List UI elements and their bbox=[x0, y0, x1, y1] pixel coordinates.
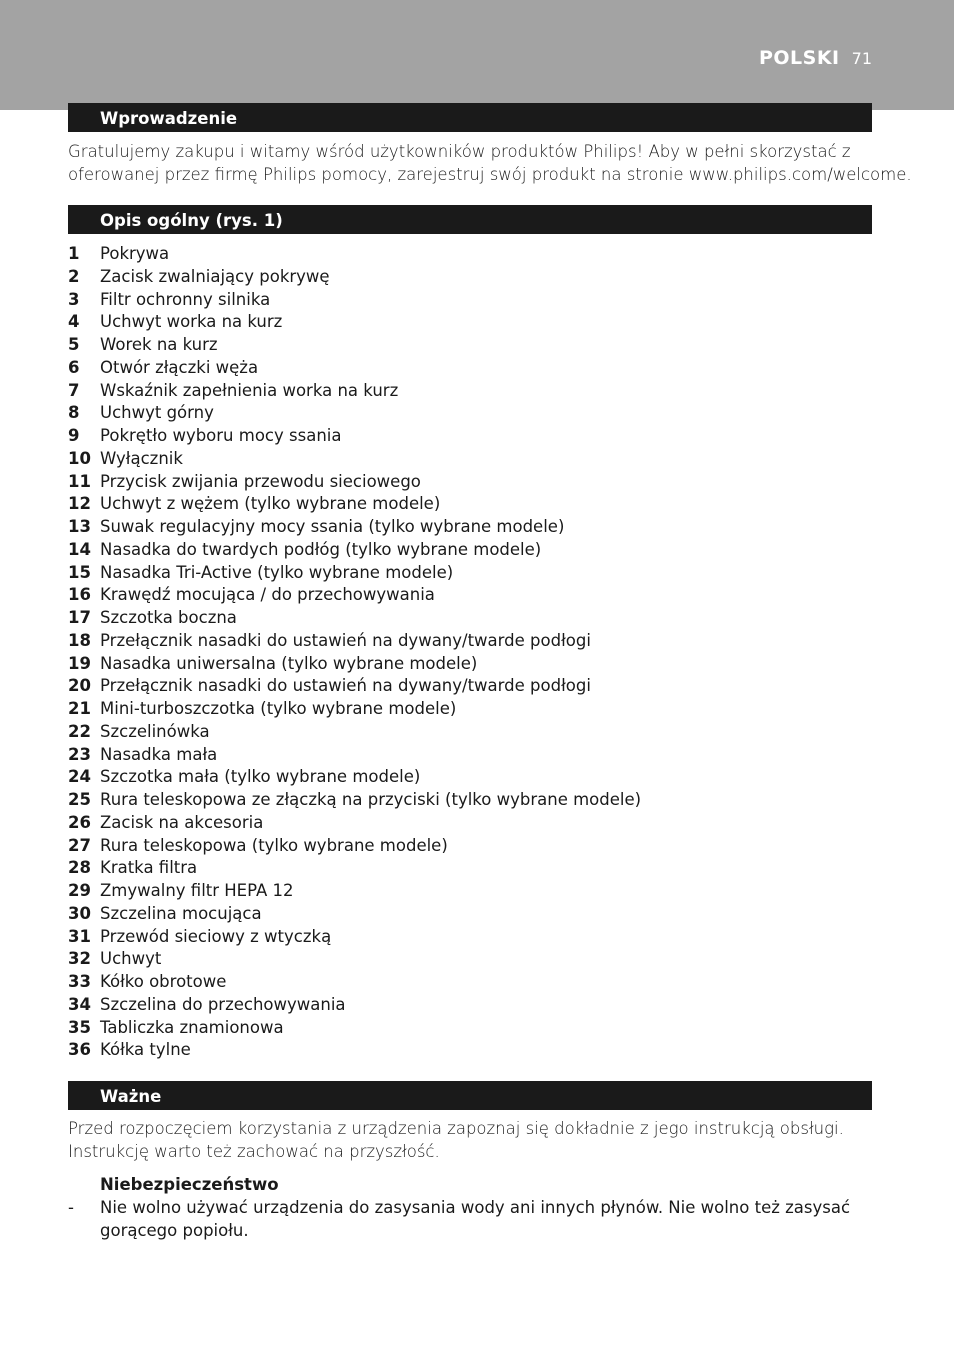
item-text: Uchwyt górny bbox=[100, 403, 214, 423]
list-item bbox=[68, 539, 872, 562]
item-number: 31 bbox=[68, 926, 91, 946]
item-text: Przełącznik nasadki do ustawień na dywany/twarde podłogi bbox=[100, 630, 591, 650]
item-text: Szczotka boczna bbox=[100, 608, 237, 627]
list-item bbox=[68, 971, 872, 994]
important-paragraph bbox=[68, 1118, 878, 1163]
intro-line: oferowanej przez firmę Philips pomocy, zarejestruj swój produkt na stronie www.philips.com/welcome. bbox=[68, 164, 912, 184]
list-item bbox=[68, 311, 872, 334]
section-heading-important: Ważne bbox=[68, 1081, 872, 1110]
bullet-dash: - bbox=[68, 1198, 74, 1217]
item-text: Rura teleskopowa (tylko wybrane modele) bbox=[100, 835, 448, 855]
item-number: 1 bbox=[68, 244, 80, 263]
intro-line: Gratulujemy zakupu i witamy wśród użytkowników produktów Philips! Aby w pełni skorzystać z bbox=[68, 142, 851, 161]
item-number: 9 bbox=[68, 426, 80, 445]
item-text: Szczotka mała (tylko wybrane modele) bbox=[100, 767, 421, 787]
language-label: POLSKI bbox=[758, 47, 840, 69]
item-text: Przewód sieciowy z wtyczką bbox=[100, 926, 332, 946]
item-number: 15 bbox=[68, 562, 91, 582]
item-text: Pokrętło wyboru mocy ssania bbox=[100, 426, 342, 445]
list-item bbox=[68, 607, 872, 630]
item-text: Wyłącznik bbox=[100, 448, 183, 468]
list-item bbox=[68, 380, 872, 403]
list-item bbox=[68, 402, 872, 425]
item-text: Zmywalny filtr HEPA 12 bbox=[100, 881, 294, 900]
item-text: Wskaźnik zapełnienia worka na kurz bbox=[100, 380, 399, 400]
item-number: 27 bbox=[68, 835, 91, 855]
page-number: 71 bbox=[851, 49, 872, 68]
item-text: Przycisk zwijania przewodu sieciowego bbox=[100, 471, 421, 491]
list-item bbox=[68, 289, 872, 312]
list-item bbox=[68, 630, 872, 653]
item-number: 36 bbox=[68, 1040, 91, 1060]
list-item bbox=[68, 880, 872, 903]
item-number: 12 bbox=[68, 494, 91, 514]
item-number: 5 bbox=[68, 335, 80, 354]
item-text: Nasadka do twardych podłóg (tylko wybrane modele) bbox=[100, 539, 542, 559]
item-number: 10 bbox=[68, 448, 91, 468]
item-number: 33 bbox=[68, 972, 91, 991]
item-text: Nasadka Tri-Active (tylko wybrane modele) bbox=[100, 562, 454, 582]
item-text: Szczelinówka bbox=[100, 721, 210, 741]
item-number: 2 bbox=[68, 266, 80, 286]
item-number: 18 bbox=[68, 630, 91, 650]
item-number: 29 bbox=[68, 881, 91, 900]
list-item bbox=[68, 698, 872, 721]
important-line: Instrukcję warto też zachować na przyszłość. bbox=[68, 1141, 440, 1161]
item-number: 30 bbox=[68, 903, 91, 923]
list-item bbox=[68, 744, 872, 767]
list-item bbox=[68, 721, 872, 744]
item-number: 28 bbox=[68, 858, 91, 878]
page-header bbox=[759, 47, 872, 69]
parts-list bbox=[68, 243, 872, 1062]
item-number: 26 bbox=[68, 812, 91, 832]
important-line: Przed rozpoczęciem korzystania z urządzenia zapoznaj się dokładnie z jego instrukcją obsługi. bbox=[68, 1119, 844, 1138]
item-text: Otwór złączki węża bbox=[100, 357, 259, 377]
item-text: Krawędź mocująca / do przechowywania bbox=[100, 585, 435, 605]
item-text: Kółko obrotowe bbox=[100, 972, 227, 991]
item-text: Worek na kurz bbox=[100, 335, 218, 354]
item-number: 23 bbox=[68, 744, 91, 764]
item-number: 6 bbox=[68, 357, 80, 377]
item-number: 35 bbox=[68, 1017, 91, 1037]
list-item bbox=[68, 584, 872, 607]
list-item bbox=[68, 1039, 872, 1062]
item-text: Uchwyt worka na kurz bbox=[100, 312, 283, 332]
item-text: Zacisk zwalniający pokrywę bbox=[100, 266, 330, 286]
list-item bbox=[68, 516, 872, 539]
list-item bbox=[68, 903, 872, 926]
item-text: Uchwyt bbox=[100, 949, 162, 969]
item-number: 21 bbox=[68, 699, 91, 718]
item-text: Uchwyt z wężem (tylko wybrane modele) bbox=[100, 494, 441, 514]
item-text: Zacisk na akcesoria bbox=[100, 812, 264, 832]
item-text: Suwak regulacyjny mocy ssania (tylko wybrane modele) bbox=[100, 517, 565, 536]
item-number: 22 bbox=[68, 721, 91, 741]
intro-paragraph bbox=[68, 141, 912, 186]
item-number: 4 bbox=[68, 312, 80, 332]
list-item bbox=[68, 425, 872, 448]
item-text: Pokrywa bbox=[100, 244, 170, 263]
list-item bbox=[68, 926, 872, 949]
item-number: 13 bbox=[68, 517, 91, 536]
list-item bbox=[68, 448, 872, 471]
item-number: 11 bbox=[68, 471, 91, 491]
item-number: 20 bbox=[68, 676, 91, 696]
list-item bbox=[68, 334, 872, 357]
item-number: 17 bbox=[68, 608, 91, 627]
item-text: Szczelina mocująca bbox=[100, 903, 262, 923]
item-number: 8 bbox=[68, 403, 80, 423]
list-item bbox=[68, 243, 872, 266]
item-text: Tabliczka znamionowa bbox=[100, 1017, 284, 1037]
item-number: 32 bbox=[68, 949, 91, 969]
item-text: Filtr ochronny silnika bbox=[100, 289, 271, 309]
item-number: 25 bbox=[68, 790, 91, 809]
list-item bbox=[68, 357, 872, 380]
item-number: 34 bbox=[68, 994, 91, 1014]
item-number: 14 bbox=[68, 539, 91, 559]
list-item bbox=[68, 948, 872, 971]
item-number: 24 bbox=[68, 767, 91, 787]
section-heading-overview: Opis ogólny (rys. 1) bbox=[68, 205, 872, 234]
list-item bbox=[68, 493, 872, 516]
list-item bbox=[68, 266, 872, 289]
item-text: Przełącznik nasadki do ustawień na dywany/twarde podłogi bbox=[100, 676, 591, 696]
item-text: Kratka filtra bbox=[100, 858, 198, 878]
item-text: Rura teleskopowa ze złączką na przyciski (tylko wybrane modele) bbox=[100, 790, 642, 809]
list-item bbox=[68, 994, 872, 1017]
list-item bbox=[68, 857, 872, 880]
item-text: Nasadka mała bbox=[100, 744, 218, 764]
item-number: 16 bbox=[68, 585, 91, 605]
item-text: Kółka tylne bbox=[100, 1040, 191, 1060]
list-item bbox=[68, 562, 872, 585]
danger-heading: Niebezpieczeństwo bbox=[100, 1175, 279, 1194]
list-item bbox=[68, 766, 872, 789]
section-heading-intro: Wprowadzenie bbox=[68, 103, 872, 132]
item-number: 19 bbox=[68, 653, 91, 673]
item-number: 3 bbox=[68, 289, 80, 309]
item-text: Mini-turboszczotka (tylko wybrane modele) bbox=[100, 699, 457, 718]
list-item bbox=[68, 471, 872, 494]
item-number: 7 bbox=[68, 380, 80, 400]
list-item bbox=[68, 812, 872, 835]
list-item bbox=[68, 675, 872, 698]
list-item bbox=[68, 1017, 872, 1040]
list-item bbox=[68, 789, 872, 812]
list-item bbox=[68, 835, 872, 858]
list-item bbox=[68, 653, 872, 676]
danger-text: Nie wolno używać urządzenia do zasysania wody ani innych płynów. Nie wolno też zasysać gorącego popiołu. bbox=[100, 1198, 851, 1240]
item-text: Nasadka uniwersalna (tylko wybrane modele) bbox=[100, 653, 478, 673]
item-text: Szczelina do przechowywania bbox=[100, 994, 346, 1014]
